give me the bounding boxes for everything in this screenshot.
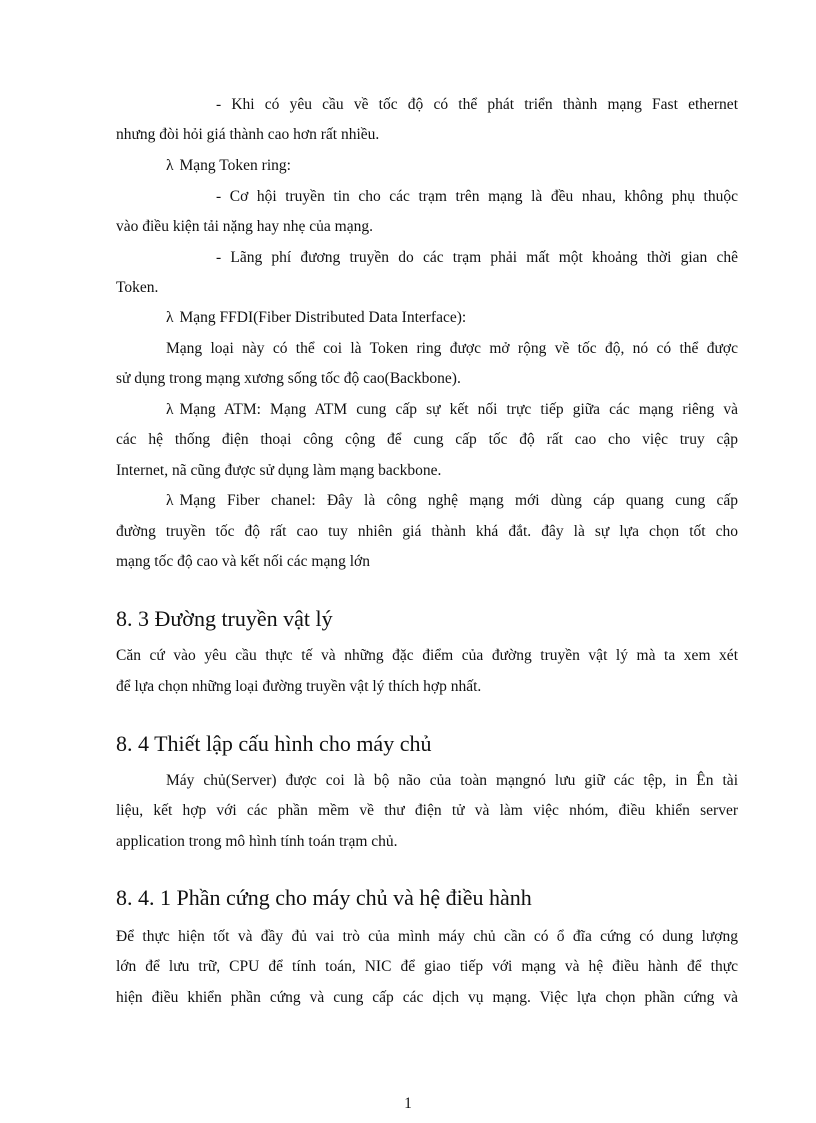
section-8-4-line-2: liệu, kết hợp với các phần mềm về thư điện tử và làm việc nhóm, điều khiển server [116, 802, 738, 819]
token-ring-title: Mạng Token ring: [179, 157, 291, 174]
fiber-line-1 [166, 491, 738, 511]
page-number: 1 [404, 1095, 412, 1112]
token-ring-p2-line-2: Token. [116, 279, 159, 296]
token-ring-p1-line-2: vào điều kiện tải nặng hay nhẹ của mạng. [116, 218, 373, 235]
lambda-bullet-icon: λ [166, 157, 174, 174]
atm-line-3: Internet, nã cũng được sử dụng làm mạng backbone. [116, 462, 442, 479]
lambda-bullet-icon: λ [166, 401, 174, 418]
section-8-4-1-heading: 8. 4. 1 Phần cứng cho máy chủ và hệ điều hành [116, 885, 532, 910]
section-8-3-line-1: Căn cứ vào yêu cầu thực tế và những đặc điểm của đường truyền vật lý mà ta xem xét [116, 647, 738, 664]
token-ring-bullet [166, 156, 291, 176]
fast-ethernet-line-2: nhưng đòi hỏi giá thành cao hơn rất nhiều. [116, 126, 380, 143]
ffdi-title: Mạng FFDI(Fiber Distributed Data Interface): [179, 309, 467, 326]
section-8-3-line-2: để lựa chọn những loại đường truyền vật lý thích hợp nhất. [116, 678, 482, 695]
section-8-3-heading: 8. 3 Đường truyền vật lý [116, 606, 333, 631]
fiber-line-3: mạng tốc độ cao và kết nối các mạng lớn [116, 553, 370, 570]
section-8-4-1-line-3: hiện điều khiển phần cứng và cung cấp các dịch vụ mạng. Việc lựa chọn phần cứng và [116, 989, 738, 1006]
ffdi-line-1: Mạng loại này có thể coi là Token ring được mở rộng về tốc độ, nó có thể được [166, 340, 738, 357]
section-8-4-1-line-1: Để thực hiện tốt và đầy đủ vai trò của mình máy chủ cần có ổ đĩa cứng có dung lượng [116, 928, 738, 945]
lambda-bullet-icon: λ [166, 309, 174, 326]
fast-ethernet-line-1: - Khi có yêu cầu về tốc độ có thể phát triển thành mạng Fast ethernet [216, 96, 738, 113]
lambda-bullet-icon: λ [166, 492, 174, 509]
fiber-text-1: Mạng Fiber chanel: Đây là công nghệ mạng mới dùng cáp quang cung cấp [179, 492, 738, 509]
section-8-4-line-1: Máy chủ(Server) được coi là bộ não của toàn mạngnó lưu giữ các tệp, in Ên tài [166, 772, 738, 789]
fiber-line-2: đường truyền tốc độ rất cao tuy nhiên giá thành khá đắt. đây là sự lựa chọn tốt cho [116, 523, 738, 540]
token-ring-p1-line-1: - Cơ hội truyền tin cho các trạm trên mạng là đều nhau, không phụ thuộc [216, 188, 738, 205]
section-8-4-1-line-2: lớn để lưu trữ, CPU để tính toán, NIC để giao tiếp với mạng và hệ điều hành để thực [116, 958, 738, 975]
atm-line-2: các hệ thống điện thoại công cộng để cung cấp tốc độ rất cao cho việc truy cập [116, 431, 738, 448]
atm-text-1: Mạng ATM: Mạng ATM cung cấp sự kết nối trực tiếp giữa các mạng riêng và [179, 401, 738, 418]
atm-line-1 [166, 400, 738, 420]
section-8-4-line-3: application trong mô hình tính toán trạm chủ. [116, 833, 398, 850]
section-8-4-heading: 8. 4 Thiết lập cấu hình cho máy chủ [116, 731, 432, 756]
ffdi-bullet [166, 308, 466, 328]
token-ring-p2-line-1: - Lãng phí đương truyền do các trạm phải mất một khoảng thời gian chê [216, 249, 738, 266]
ffdi-line-2: sử dụng trong mạng xương sống tốc độ cao(Backbone). [116, 370, 461, 387]
